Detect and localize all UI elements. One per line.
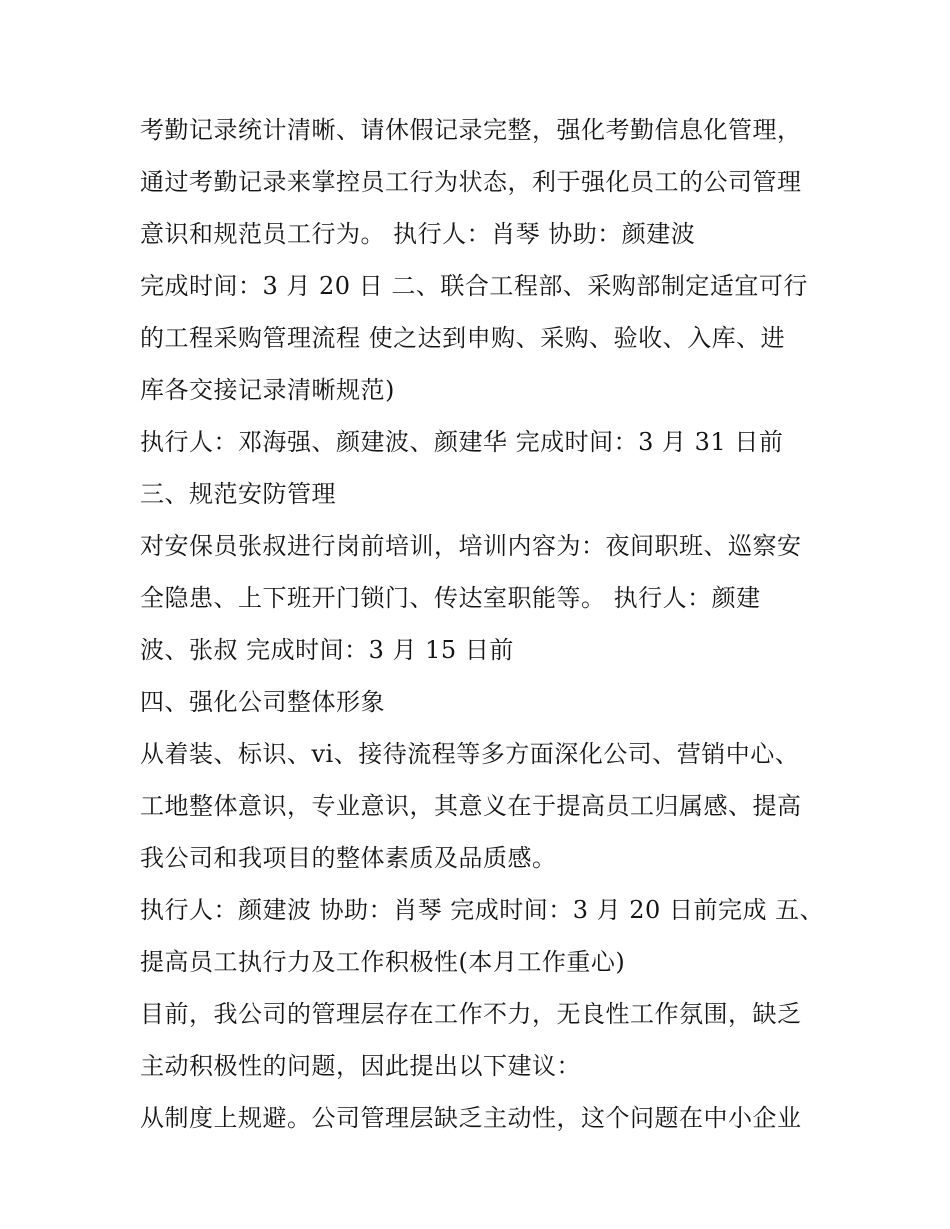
text-line: 对安保员张叔进行岗前培训，培训内容为：夜间职班、巡察安 — [140, 532, 802, 560]
text-line: 考勤记录统计清晰、请休假记录完整，强化考勤信息化管理， — [140, 116, 802, 144]
text-line: 库各交接记录清晰规范) — [140, 376, 395, 404]
section-heading: 四、强化公司整体形象 — [140, 688, 385, 716]
text-line: 全隐患、上下班开门锁门、传达室职能等。 执行人：颜建 — [140, 584, 761, 612]
text-line: 通过考勤记录来掌控员工行为状态，利于强化员工的公司管理 — [140, 168, 802, 196]
text-line: 执行人：邓海强、颜建波、颜建华 完成时间：3 月 31 日前 — [140, 428, 784, 456]
text-line: 完成时间：3 月 20 日 二、联合工程部、采购部制定适宜可行 — [140, 272, 808, 300]
text-line: 从着装、标识、vi、接待流程等多方面深化公司、营销中心、 — [140, 740, 800, 768]
text-line: 工地整体意识，专业意识，其意义在于提高员工归属感、提高 — [140, 792, 802, 820]
text-line: 主动积极性的问题，因此提出以下建议： — [140, 1052, 581, 1080]
text-line: 我公司和我项目的整体素质及品质感。 — [140, 844, 557, 872]
text-line: 目前，我公司的管理层存在工作不力，无良性工作氛围，缺乏 — [140, 1000, 802, 1028]
text-line: 的工程采购管理流程 使之达到申购、采购、验收、入库、进 — [140, 324, 786, 352]
document-body — [140, 104, 825, 1144]
section-heading: 三、规范安防管理 — [140, 480, 336, 508]
text-line: 提高员工执行力及工作积极性(本月工作重心) — [140, 948, 626, 976]
text-line: 意识和规范员工行为。 执行人：肖琴 协助：颜建波 — [140, 220, 696, 248]
text-line: 从制度上规避。公司管理层缺乏主动性，这个问题在中小企业 — [140, 1104, 802, 1132]
text-line: 波、张叔 完成时间：3 月 15 日前 — [140, 636, 514, 664]
text-line: 执行人：颜建波 协助：肖琴 完成时间：3 月 20 日前完成 五、 — [140, 896, 825, 924]
